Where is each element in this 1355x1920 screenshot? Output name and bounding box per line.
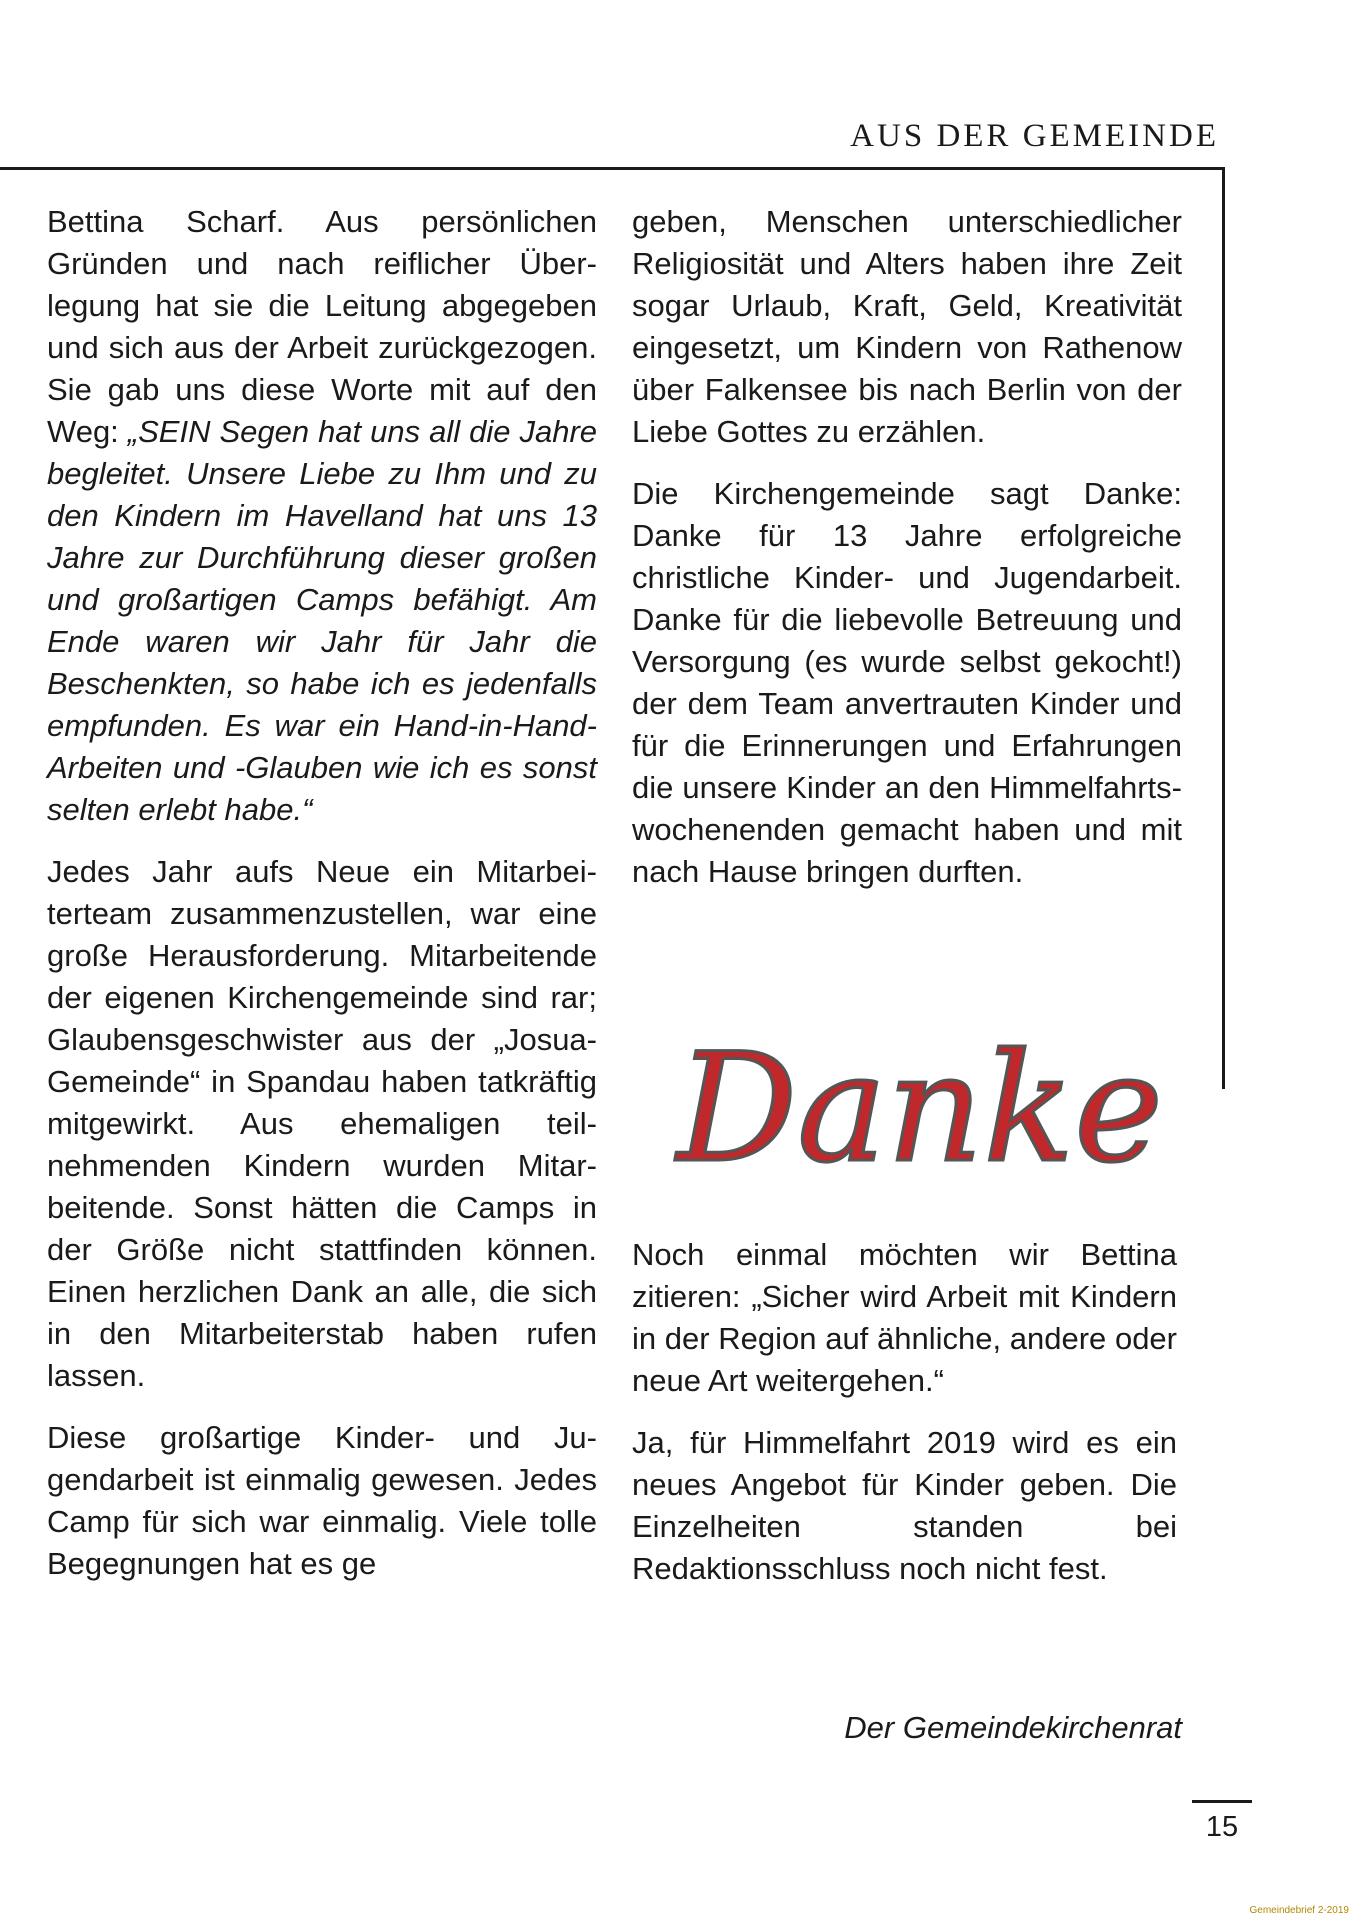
paragraph-intro bbox=[47, 201, 597, 831]
right-column bbox=[632, 201, 1182, 913]
danke-word: Danke bbox=[677, 1022, 1163, 1196]
paragraph-thanks: Die Kirchengemeinde sagt Danke: Danke für 13 Jahre erfolgreiche christliche Kinder- und Jugendarbeit. Danke für die liebevolle Betreuung und Versorgung (es wurde selbst gekocht!) der dem Team anvertrauten Kinder und für die Erinnerungen und Erfahrungen die unsere Kinder an den Himmelfahrtswochenenden gemacht haben und mit nach Hause bringen durften. bbox=[632, 476, 1182, 889]
left-column bbox=[47, 201, 597, 1605]
page-number: 15 bbox=[1192, 1800, 1252, 1844]
column-rule bbox=[1222, 167, 1225, 1089]
bettina-quote: „SEIN Segen hat uns all die Jahre begleitet. Unsere Liebe zu Ihm und zu den Kindern im Havelland hat uns 13 Jahre zur Durchführung dieser großen und großartigen Camps befähigt. Am Ende waren wir Jahr für Jahr die Beschenkten, so habe ich es jedenfalls empfunden. Es war ein Hand-in-Hand-Arbeiten und -Glauben wie ich es sonst selten erlebt habe.“ bbox=[47, 414, 598, 827]
paragraph-youthwork: Diese großartige Kinder- und Jugendarbeit ist einmalig gewesen. Jedes Camp für sich war einmalig. Viele tolle Begegnungen hat es ge bbox=[47, 1420, 597, 1581]
paragraph-quote-bettina: Noch einmal möchten wir Bettina zitieren: „Sicher wird Arbeit mit Kindern in der Region auf ähnliche, andere oder neue Art weitergehen.“ bbox=[632, 1237, 1177, 1398]
paragraph-ascension: Ja, für Himmelfahrt 2019 wird es ein neues Angebot für Kinder geben. Die Einzelheiten standen bei Redaktionsschluss noch nicht fest. bbox=[632, 1425, 1177, 1586]
section-title: AUS DER GEMEINDE bbox=[850, 118, 1219, 154]
intro-text: Bettina Scharf. Aus persönlichen Gründen und nach reiflicher Überlegung hat sie die Leitung abgegeben und sich aus der Arbeit zurückgezogen. Sie gab uns diese Worte mit auf den Weg: bbox=[47, 204, 597, 449]
publication-mark: Gemeindebrief 2-2019 bbox=[1249, 1905, 1349, 1916]
header-rule bbox=[0, 167, 1225, 170]
danke-graphic bbox=[640, 1010, 1200, 1200]
paragraph-team: Jedes Jahr aufs Neue ein Mitarbeiterteam zusammenzustellen, war eine große Herausforderung. Mitarbeitende der eigenen Kirchengemeinde sind rar; Glaubensgeschwister aus der „Josua-Gemeinde“ in Spandau haben tatkräftig mitgewirkt. Aus ehemaligen teilnehmenden Kindern wurden Mitarbeitende. Sonst hätten die Camps in der Größe nicht stattfinden können. Einen herzlichen Dank an alle, die sich in den Mitarbeiterstab haben rufen lassen. bbox=[47, 854, 597, 1393]
paragraph-continued: geben, Menschen unterschiedlicher Religiosität und Alters haben ihre Zeit sogar Urlaub, Kraft, Geld, Kreativität eingesetzt, um Kindern von Rathenow über Falkensee bis nach Berlin von der Liebe Gottes zu erzählen. bbox=[632, 204, 1182, 449]
signature: Der Gemeindekirchenrat bbox=[844, 1710, 1182, 1745]
right-column-lower bbox=[632, 1234, 1177, 1610]
